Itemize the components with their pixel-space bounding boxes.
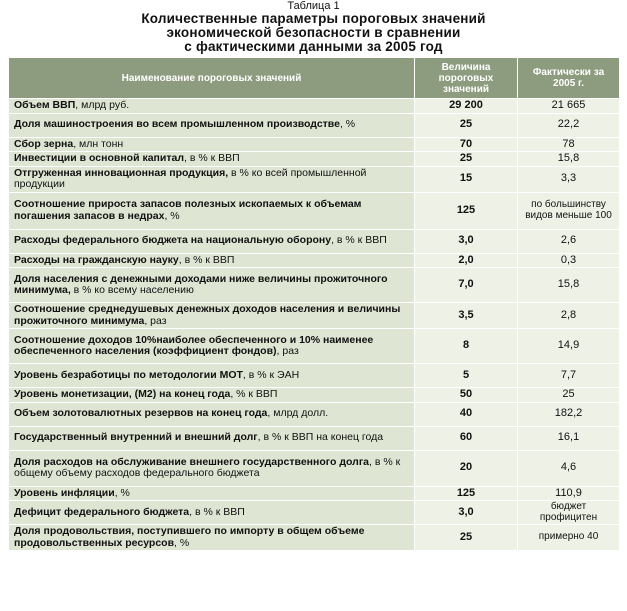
row-name-cell (9, 253, 415, 268)
threshold-value: 20 (415, 450, 518, 486)
table-row (9, 99, 620, 114)
row-unit: , % к ВВП (230, 388, 278, 400)
row-unit: , в % к ВВП (178, 253, 235, 266)
thresholds-table (8, 57, 620, 551)
row-name-cell (9, 166, 415, 192)
actual-value: 21 665 (518, 99, 620, 114)
threshold-value: 5 (415, 364, 518, 388)
row-name: Уровень монетизации, (М2) на конец года (14, 388, 231, 400)
table-row (9, 152, 620, 167)
header-name: Наименование пороговых значений (9, 58, 415, 99)
threshold-value: 29 200 (415, 99, 518, 114)
row-name-cell (9, 364, 415, 388)
row-name-cell (9, 229, 415, 253)
row-name: Доля продовольствия, поступившего по импорту в общем объеме продовольственных ресурсов (14, 525, 365, 549)
threshold-value: 15 (415, 166, 518, 192)
row-unit: , в % к ВВП на конец года (257, 431, 384, 444)
table-row (9, 329, 620, 364)
threshold-value: 3,5 (415, 303, 518, 329)
row-unit: , в % к ВВП (184, 152, 240, 164)
table-row (9, 501, 620, 525)
threshold-value: 2,0 (415, 253, 518, 268)
row-name: Доля расходов на обслуживание внешнего государственного долга (14, 455, 370, 468)
row-name-cell (9, 99, 415, 114)
table-row (9, 303, 620, 329)
actual-value: 2,6 (518, 229, 620, 253)
table-row (9, 137, 620, 152)
title-line-1: Количественные параметры пороговых значений (141, 11, 486, 26)
row-unit: , млрд долл. (267, 407, 329, 420)
table-row (9, 486, 620, 501)
table-row (9, 192, 620, 229)
threshold-value: 70 (415, 137, 518, 152)
table-row (9, 253, 620, 268)
row-name: Соотношение доходов 10%наиболее обеспеченного и 10% наименее обеспеченного населения (коэффициент фондов) (14, 333, 374, 357)
actual-value: 78 (518, 137, 620, 152)
table-row (9, 402, 620, 426)
table-row (9, 364, 620, 388)
actual-value: 16,1 (518, 426, 620, 450)
row-name: Расходы федерального бюджета на национальную оборону (14, 234, 332, 247)
row-name-cell (9, 450, 415, 486)
threshold-value: 60 (415, 426, 518, 450)
table-row (9, 268, 620, 303)
table-title (0, 12, 627, 54)
row-name: Соотношение среднедушевых денежных доходов населения и величины прожиточного минимума (14, 303, 401, 327)
table-row (9, 426, 620, 450)
row-name-cell (9, 192, 415, 229)
table-row (9, 525, 620, 551)
actual-value: 110,9 (518, 486, 620, 501)
row-unit: , в % к ВВП (189, 505, 245, 518)
actual-value: 182,2 (518, 402, 620, 426)
row-unit: , раз (144, 314, 167, 327)
row-name-cell (9, 525, 415, 551)
actual-value: 2,8 (518, 303, 620, 329)
threshold-value: 3,0 (415, 501, 518, 525)
row-unit: , млн тонн (73, 137, 124, 150)
title-line-3: с фактическими данными за 2005 год (184, 39, 443, 54)
threshold-value: 3,0 (415, 229, 518, 253)
row-name-cell (9, 426, 415, 450)
threshold-value: 125 (415, 486, 518, 501)
row-unit: , в % к ВВП (331, 234, 387, 247)
row-name: Доля населения с денежными доходами ниже величины прожиточного минимума, (14, 272, 388, 296)
actual-value: 3,3 (518, 166, 620, 192)
row-name: Объем золотовалютных резервов на конец года (14, 407, 268, 420)
threshold-value: 8 (415, 329, 518, 364)
table-caption: Таблица 1 (287, 0, 340, 12)
row-unit: в % ко всему населению (70, 284, 194, 296)
row-unit: , млрд руб. (75, 99, 130, 111)
actual-value: 15,8 (518, 268, 620, 303)
table-header-row (9, 58, 620, 99)
threshold-value: 25 (415, 525, 518, 551)
row-name: Отгруженная инновационная продукция, (14, 166, 229, 179)
row-name: Соотношение прироста запасов полезных ископаемых к объемам погашения запасов в недрах (14, 198, 362, 222)
actual-value: по большинству видов меньше 100 (518, 192, 620, 229)
row-name-cell (9, 402, 415, 426)
row-name-cell (9, 388, 415, 403)
actual-value: 15,8 (518, 152, 620, 167)
actual-value: 4,6 (518, 450, 620, 486)
row-name-cell (9, 303, 415, 329)
row-name: Уровень инфляции (14, 486, 115, 499)
actual-value: 0,3 (518, 253, 620, 268)
row-name: Инвестиции в основной капитал (14, 152, 184, 164)
row-unit: , раз (276, 345, 299, 357)
row-name: Уровень безработицы по методологии МОТ (14, 368, 243, 381)
row-unit: , % (339, 118, 356, 131)
row-name: Доля машиностроения во всем промышленном производстве (14, 118, 340, 131)
row-name-cell (9, 152, 415, 167)
actual-value: 14,9 (518, 329, 620, 364)
table-row (9, 388, 620, 403)
header-actual: Фактически за 2005 г. (518, 58, 620, 99)
row-name-cell (9, 486, 415, 501)
row-name: Объем ВВП (14, 99, 76, 111)
actual-value: примерно 40 (518, 525, 620, 551)
actual-value: 7,7 (518, 364, 620, 388)
title-line-2: экономической безопасности в сравнении (166, 25, 461, 40)
row-unit: , % (174, 536, 190, 549)
threshold-value: 40 (415, 402, 518, 426)
row-name: Дефицит федерального бюджета (14, 505, 190, 518)
header-threshold: Величина пороговых значений (415, 58, 518, 99)
actual-value: 22,2 (518, 113, 620, 137)
row-name-cell (9, 137, 415, 152)
row-unit: , в % к общему объему расходов федерального бюджета (14, 455, 401, 479)
threshold-value: 50 (415, 388, 518, 403)
row-name-cell (9, 329, 415, 364)
row-name: Расходы на гражданскую науку (14, 253, 179, 266)
row-name: Сбор зерна (14, 137, 74, 150)
table-row (9, 113, 620, 137)
actual-value: 25 (518, 388, 620, 403)
threshold-value: 125 (415, 192, 518, 229)
row-unit: , % (114, 486, 130, 499)
row-unit: , % (164, 209, 180, 222)
table-body (9, 99, 620, 551)
table-row (9, 450, 620, 486)
table-row (9, 166, 620, 192)
threshold-value: 25 (415, 152, 518, 167)
row-name-cell (9, 113, 415, 137)
actual-value: бюджет профицитен (518, 501, 620, 525)
row-unit: в % ко всей промышленной продукции (14, 166, 367, 190)
threshold-value: 25 (415, 113, 518, 137)
row-name-cell (9, 268, 415, 303)
row-name: Государственный внутренний и внешний долг (14, 431, 258, 444)
threshold-value: 7,0 (415, 268, 518, 303)
row-name-cell (9, 501, 415, 525)
table-row (9, 229, 620, 253)
row-unit: , в % к ЭАН (242, 368, 300, 381)
